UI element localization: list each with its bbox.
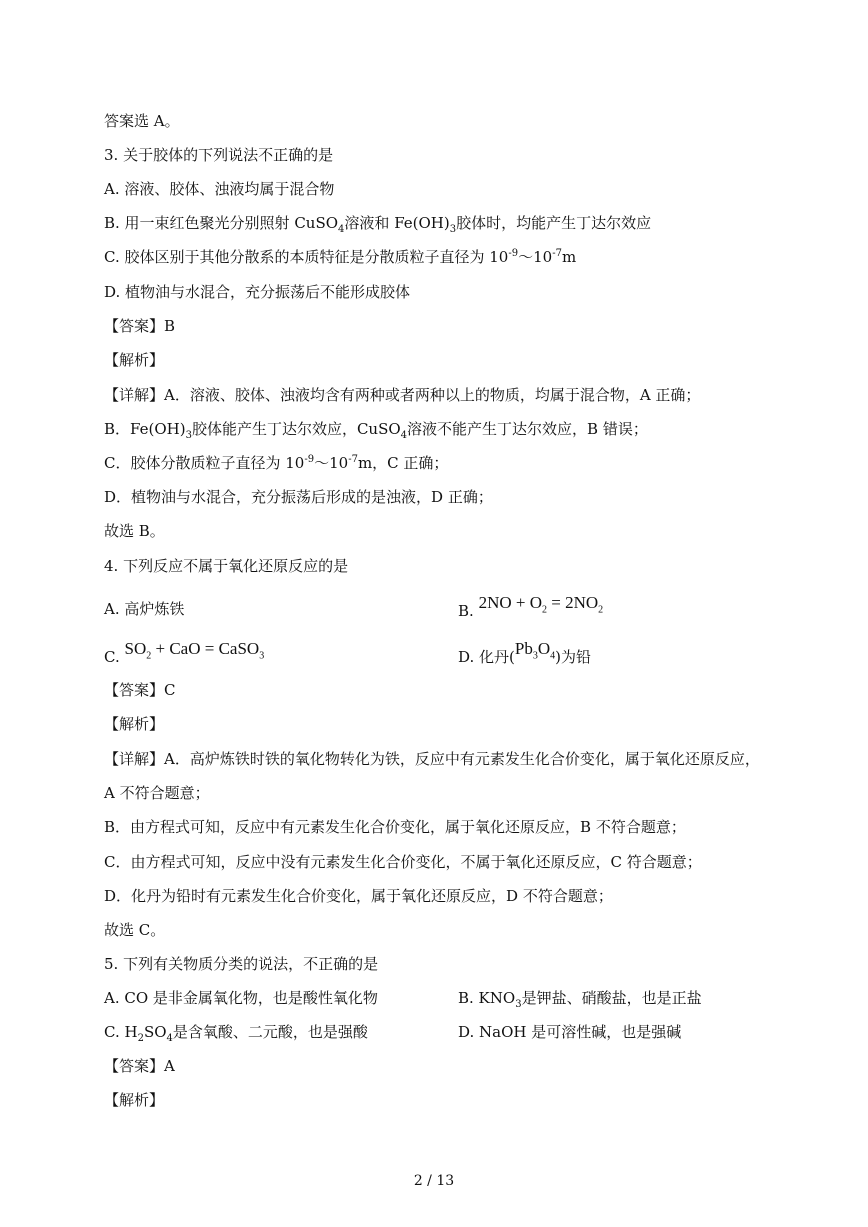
question-3-title: 3. 关于胶体的下列说法不正确的是 xyxy=(104,146,334,164)
q4-analysis-heading: 【解析】 xyxy=(104,715,165,733)
q4-explanation: A 不符合题意； xyxy=(104,784,210,802)
q5-option-b: B. $KNO_3$是钾盐、硝酸盐，也是正盐 xyxy=(458,989,702,1010)
q4-answer: 【答案】C xyxy=(104,681,176,699)
q3-explanation: B．$Fe(OH)_3$胶体能产生丁达尔效应，CuSO$_4$溶液不能产生丁达尔效应，B 错误； xyxy=(104,420,648,441)
q4-explanation: C．由方程式可知，反应中没有元素发生化合价变化，不属于氧化还原反应，C 符合题意； xyxy=(104,853,702,871)
text-line: 答案选 A。 xyxy=(104,112,180,130)
question-5-title: 5. 下列有关物质分类的说法，不正确的是 xyxy=(104,955,379,973)
equation: $2NO + O_2 = 2NO_2$ xyxy=(478,593,604,616)
q4-explanation: B．由方程式可知，反应中有元素发生化合价变化，属于氧化还原反应，B 不符合题意； xyxy=(104,818,686,836)
formula: $Pb_3O_4$ xyxy=(514,639,556,662)
q5-analysis-heading: 【解析】 xyxy=(104,1091,165,1109)
q3-option-d: D. 植物油与水混合，充分振荡后不能形成胶体 xyxy=(104,283,411,301)
q3-analysis-heading: 【解析】 xyxy=(104,351,165,369)
q4-option-b: B. $2NO + O_2 = 2NO_2$ xyxy=(458,593,604,620)
q3-explanation: D．植物油与水混合，充分振荡后形成的是浊液，D 正确； xyxy=(104,488,493,506)
q4-option-a: A. 高炉炼铁 xyxy=(104,600,185,618)
q5-option-a: A. CO 是非金属氧化物，也是酸性氧化物 xyxy=(104,989,378,1007)
q4-explanation: 【详解】A．高炉炼铁时铁的氧化物转化为铁，反应中有元素发生化合价变化，属于氧化还原反应， xyxy=(104,750,760,768)
q3-answer: 【答案】B xyxy=(104,317,176,335)
q4-option-c: C. $SO_2$ + CaO = CaSO$_3$ xyxy=(104,639,265,666)
q5-answer: 【答案】A xyxy=(104,1057,175,1075)
q3-option-b: B. 用一束红色聚光分别照射 CuSO$_4$溶液和 $Fe(OH)_3$胶体时，均能产生丁达尔效应 xyxy=(104,214,652,235)
q5-option-c: C. $H_2SO_4$是含氧酸、二元酸，也是强酸 xyxy=(104,1023,368,1044)
q3-option-c: C. 胶体区别于其他分散系的本质特征是分散质粒子直径为 $10^{-9}\sim 10^{-7}m$ xyxy=(104,248,577,266)
q3-explanation: 【详解】A．溶液、胶体、浊液均含有两种或者两种以上的物质，均属于混合物，A 正确； xyxy=(104,386,701,404)
q5-option-d: D. NaOH 是可溶性碱，也是强碱 xyxy=(458,1023,682,1041)
q3-conclusion: 故选 B。 xyxy=(104,522,165,540)
q4-conclusion: 故选 C。 xyxy=(104,921,166,939)
equation: $SO_2$ + CaO = CaSO$_3$ xyxy=(124,639,265,662)
q4-explanation: D．化丹为铅时有元素发生化合价变化，属于氧化还原反应，D 不符合题意； xyxy=(104,887,613,905)
q3-option-a: A. 溶液、胶体、浊液均属于混合物 xyxy=(104,180,335,198)
q4-option-d: D. 化丹$(Pb_3O_4)$为铅 xyxy=(458,639,591,666)
q3-explanation: C．胶体分散质粒子直径为 $10^{-9}\sim 10^{-7}m$，C 正确； xyxy=(104,454,449,472)
question-4-title: 4. 下列反应不属于氧化还原反应的是 xyxy=(104,557,349,575)
page-number: 2 / 13 xyxy=(413,1173,455,1189)
